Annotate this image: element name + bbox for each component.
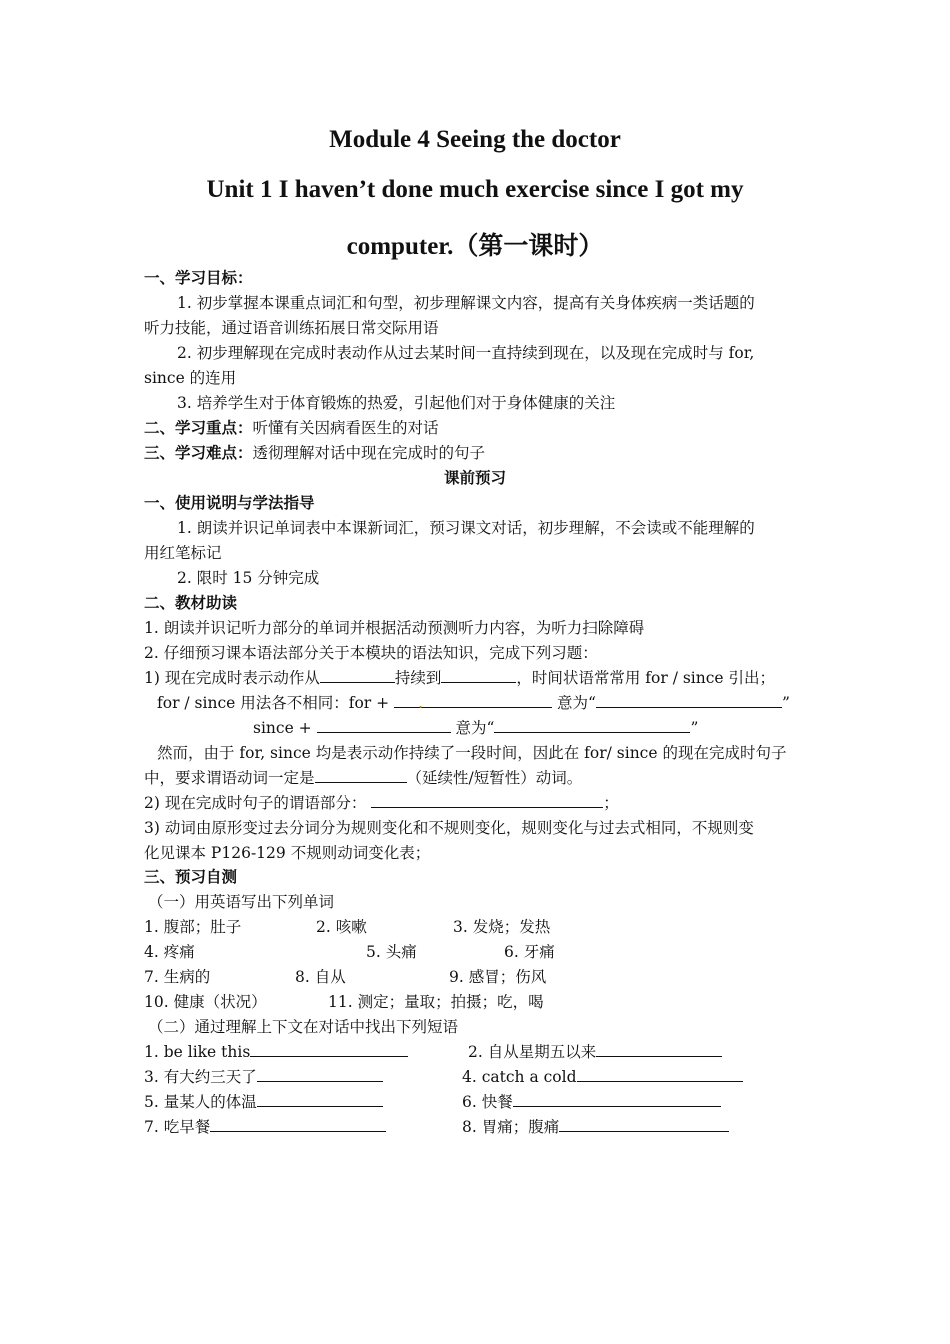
phrase-item: 3. 有大约三天了 — [144, 1067, 383, 1087]
phrase-item: 4. catch a cold — [462, 1067, 743, 1087]
question-3-line-2: 化见课本 P126-129 不规则动词变化表； — [144, 844, 431, 862]
reading-item-1: 1. 朗读并识记听力部分的单词并根据活动预测听力内容，为听力扫除障碍 — [144, 619, 645, 637]
reading-item-2: 2. 仔细预习课本语法部分关于本模块的语法知识，完成下列习题： — [144, 644, 598, 662]
selftest-heading: 三、预习自测 — [144, 868, 238, 886]
phrase-blank[interactable] — [513, 1092, 721, 1107]
word-item: 9. 感冒；伤风 — [449, 968, 547, 986]
word-item: 11. 测定；量取；拍摄；吃，喝 — [328, 993, 544, 1011]
word-item: 10. 健康（状况） — [144, 993, 267, 1011]
goal-1-line-2: 听力技能，通过语音训练拓展日常交际用语 — [144, 319, 439, 337]
phrase-blank[interactable] — [257, 1092, 383, 1107]
however-line-2: 中，要求谓语动词一定是 （延续性/短暂性）动词。 — [144, 769, 583, 787]
phrase-blank[interactable] — [596, 1042, 722, 1057]
goal-3: 3. 培养学生对于体育锻炼的热爱，引起他们对于身体健康的关注 — [177, 394, 616, 412]
blank-since-meaning[interactable] — [494, 718, 690, 733]
goal-1-line-1: 1. 初步掌握本课重点词汇和句型，初步理解课文内容，提高有关身体疾病一类话题的 — [177, 294, 755, 312]
question-1: 1) 现在完成时表示动作从 持续到 ，时间状语常常用 for / since 引出； — [144, 669, 776, 687]
blank-for-plus[interactable]: . — [394, 693, 552, 708]
difficulty-label: 三、学习难点： — [144, 444, 253, 462]
difficulty-text: 透彻理解对话中现在完成时的句子 — [252, 444, 486, 462]
phrase-item: 8. 胃痛；腹痛 — [462, 1117, 729, 1137]
phrase-item: 7. 吃早餐 — [144, 1117, 386, 1137]
guide-item-1-line-2: 用红笔标记 — [144, 544, 222, 562]
word-item: 3. 发烧；发热 — [453, 918, 551, 936]
unit-title: Unit 1 I haven’t done much exercise since I got my — [206, 176, 744, 203]
goal-2-line-2: since 的连用 — [144, 369, 237, 387]
blank-from[interactable] — [320, 668, 395, 683]
blank-to[interactable] — [441, 668, 516, 683]
question-3-line-1: 3) 动词由原形变过去分词分为规则变化和不规则变化，规则变化与过去式相同，不规则变 — [144, 819, 754, 837]
blank-predicate[interactable] — [371, 793, 603, 808]
guide-item-2: 2. 限时 15 分钟完成 — [177, 569, 320, 587]
question-2: 2) 现在完成时句子的谓语部分： ； — [144, 794, 619, 812]
phrase-blank[interactable] — [257, 1067, 383, 1082]
preview-section-title: 课前预习 — [443, 469, 506, 487]
module-title: Module 4 Seeing the doctor — [329, 126, 621, 153]
goal-2-line-1: 2. 初步理解现在完成时表动作从过去某时间一直持续到现在，以及现在完成时与 for, — [177, 344, 755, 362]
word-item: 7. 生病的 — [144, 968, 211, 986]
for-usage: for / since 用法各不相同：for + . 意为“ ” — [157, 694, 790, 712]
word-item: 4. 疼痛 — [144, 943, 195, 961]
unit-title-continued: computer.（第一课时） — [346, 233, 604, 260]
guide-heading: 一、使用说明与学法指导 — [144, 494, 315, 512]
phrase-item: 2. 自从星期五以来 — [468, 1042, 722, 1062]
selftest-part-2: （二）通过理解上下文在对话中找出下列短语 — [148, 1018, 459, 1036]
since-usage: since + 意为“ ” — [253, 719, 699, 737]
difficulty — [144, 443, 485, 463]
word-item: 1. 腹部；肚子 — [144, 918, 242, 936]
phrase-blank[interactable] — [250, 1042, 408, 1057]
phrase-blank[interactable] — [577, 1067, 743, 1082]
word-item: 6. 牙痛 — [504, 943, 555, 961]
blank-since-plus[interactable] — [317, 718, 451, 733]
word-item: 5. 头痛 — [366, 943, 417, 961]
phrase-item: 1. be like this — [144, 1042, 408, 1062]
blank-verb-type[interactable] — [315, 768, 407, 783]
goals-heading: 一、学习目标： — [144, 269, 253, 287]
however-line-1: 然而，由于 for, since 均是表示动作持续了一段时间，因此在 for/ since 的现在完成时句子 — [157, 744, 787, 762]
phrase-blank[interactable] — [210, 1117, 386, 1132]
key-point-text: 听懂有关因病看医生的对话 — [252, 419, 439, 437]
phrase-item: 5. 量某人的体温 — [144, 1092, 383, 1112]
phrase-blank[interactable] — [559, 1117, 729, 1132]
phrase-item: 6. 快餐 — [462, 1092, 721, 1112]
word-item: 8. 自从 — [295, 968, 346, 986]
selftest-part-1: （一）用英语写出下列单词 — [148, 893, 335, 911]
reading-heading: 二、教材助读 — [144, 594, 238, 612]
guide-item-1-line-1: 1. 朗读并识记单词表中本课新词汇，预习课文对话，初步理解，不会读或不能理解的 — [177, 519, 755, 537]
key-point-label: 二、学习重点： — [144, 419, 253, 437]
word-item: 2. 咳嗽 — [316, 918, 367, 936]
blank-for-meaning[interactable] — [596, 693, 782, 708]
key-point — [144, 418, 439, 438]
